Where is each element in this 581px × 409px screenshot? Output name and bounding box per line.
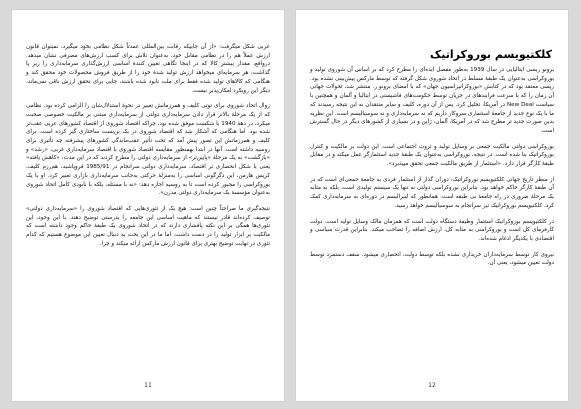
paragraph: زوال اتحاد شوروی برای توتی کلیف و همرزمانش تغییر در نحوهٔ استدلال‌شان را الزامی کرده بود. نظامی که از یک مرحلهٔ بالاتر قرار دادن سرمایه‌داری دولتی از سرمایه‌داری مبتنی بر مالکیت خصوصی صحبت میکرد، در دههٔ 1940 با شکست موفق شده بود، چراکه اقتصاد شوروی از اقتصاد کشورهای عربی عقب‌تر شده بود. اما هنگامی که آشکار شد که اقتصاد شوروی در یک بن‌بست ساختاری گیر کرده است، برای کلیف و همرزمانش این تصور پیش آمد که تحت تأثیر عقب‌ماندگی کشورهای پیشرفته چه تأثیری برای روسیه داشته است. آنها در ابتدا بهمنظور مقایسه اقتصاد شوروی با اقتصاد سرمایه‌داری غربی، «رشد» و «بازگشت» به یک مرحلهٔ «پایین‌تر» از سرمایه‌داری دولتی را مطرح کردند که در این مدت، «کاهش یافته» یعنی با شکل انحصاری تر اقتصاد، سرمایه‌داری دولتی سرانجام در 1985/91 فروپاشید، هم‌رزم کلیف، کریس هارمن، این دگرگونی اساسی را به‌منزلهٔ حرکتی به‌جانب سرمایه‌داری بازاری تعبیر کرد. او با یک بوروکراسی را مجبور کرده است تا به روسیه اجازه دهد: «نه با مسئله، بلکه با نابودی کامل اتحاد شوروی به‌عنوان مؤسسهٔ یک سرمایه‌داری دولتی مدرن». [26, 103, 271, 197]
left-page [12, 10, 284, 401]
page-number: 11 [144, 382, 152, 389]
paragraph: نیروی کار توسط سرمایه‌داران خریداری نشده بلکه توسط دولت، انحصاری میشود. سقف دستمزد توسط دولت تعیین میشود، یعنی آن. [310, 251, 554, 267]
right-page-body [310, 66, 554, 275]
page-number: 12 [428, 382, 436, 389]
paragraph: برونو ریسی ایتالیایی در سال 1939 به‌طور مفصل ایده‌ای را مطرح کرد که بر اساس آن شوروی تولید و بوروکراسی به‌عنوان یک طبقهٔ مسلط در اتحاد شوروی شکل گرفته که توسط مارکس پیش‌بینی نشده بود. ریسی معتقد بود که در کتابش «بوروکراتیزاسیون جهان» که با امضای برونو ر. منتشر شد، تحولات جهانی آن زمان را که با سرعت فرایندهای در جریان توسط حکومت‌های فاشیستی در ایتالیا و آلمان و همچنین با سیاست New Deal در آمریکا، تحلیل کرد. پس از آن دوره، کلیف و سایر منتقدان به این نتیجه رسیدند که ما با یک نوع جدید از جامعهٔ استثماری سروکار داریم که نه سرمایه‌داری و نه سوسیالیسم است. این نظریه بدین صورت جدید تر مطرح شد که در آمریکا، آلمان، ژاپن و در بسیاری از کشورهای دیگر در حال گسترش است. [310, 67, 554, 134]
paragraph: عربی شکل میگرفت: «از آن جاییکه رقابت بین‌المللی عمدتاً شکل نظامی بخود میگیرد، نمیتوان قانون ارزش عملاً هم را در نظامی مقابل خود، به‌عنوان تلاش برای کسب ارزش‌های مصرفی نشان میدهد. درواقع، مقدار بیشتر کالا که در اینجا نگاهی تعیین کنندهٔ اساسی ارزش‌گذاری سرمایه‌داری را زیر پا گذاشت، هر سرمایه‌ای میخواهد ارزش تولید شدهٔ خود را از طریق فروش محصولات خود محقق کند و هنگامی که کالاهای تولید شده فقط برای ملت نابود شده باشند، جایی برای تحقق ارزش باقی نمی‌ماند، دیگر این رویکرد امکان‌پذیر نیست. [26, 44, 270, 94]
right-page [296, 10, 568, 401]
paragraph: بوروکراسی دولتی مالکیت جمعی بر وسایل تولید و ثروت اجتماعی است. این دولت بر مالکیت و کنترل بوروکراتیک بنا شده است. در نتیجه، بوروکراسی به‌عنوان یک طبقهٔ جدید استثمارگر عمل میکند و در مقابل طبقهٔ کارگر قرار دارد. «استثمار از طریق مالکیت جمعی تحقق میپذیرد». [310, 143, 554, 168]
paragraph: نتیجه‌گیری ما صراحتاً چنین است: هیچ یک از تئوری‌هایی که اقتصاد شوروی را «سرمایه‌داری دولتی» توصیف کرده‌اند قادر نیستند که ماهیت اساسی این جامعه را بدرستی توضیح دهند. با این وجود، این تئوری‌ها همگی بر این نکته پافشاری دارند که در اتحاد شوروی یک طبقهٔ حاکم وجود داشته است که مالکیت بر ابزار تولید را در دست داشت. اما ما در این بحث به دنبال تعیین این موضوع هستیم که کدام تئوری در نهایت توضیح بهتری برای قانون ارزش مارکس ارائه میکند و چرا. [26, 205, 270, 247]
left-page-body [26, 43, 270, 255]
section-heading: کلکتیویسم بوروکراتیک [429, 48, 552, 61]
paragraph: در کلکتیویسم بوروکراتیک استثمار وظیفهٔ دستگاه دولت است که همزمان مالک وسایل تولید است. دولت کارفرمای کل است و بوروکراسی به مثابه کل، ارزش اضافه را تصاحب میکند. بنابراین قدرت سیاسی و اقتصادی با یکدیگر ادغام شده‌اند. [310, 218, 554, 242]
paragraph: از منظر تاریخ جهانی کلکتیویسم بوروکراتیک، دوران گذار از استثمار فردی به جامعهٔ جمعی‌ای است که در آن طبقهٔ کارگر حاکم خواهد بود. بنابراین بوروکراسی دولتی نه تنها یک سیستم تولیدی است، بلکه به مثابه یک مرحلهٔ ضروری در راه جامعهٔ بی طبقه است. همانطور که لیبرالیسم در دوره‌ای به سرمایه‌داری کمک کرد، کلکتیویسم بوروکراتیک نیز سرانجام به سوسیالیسم خواهد رسید. [310, 176, 554, 209]
